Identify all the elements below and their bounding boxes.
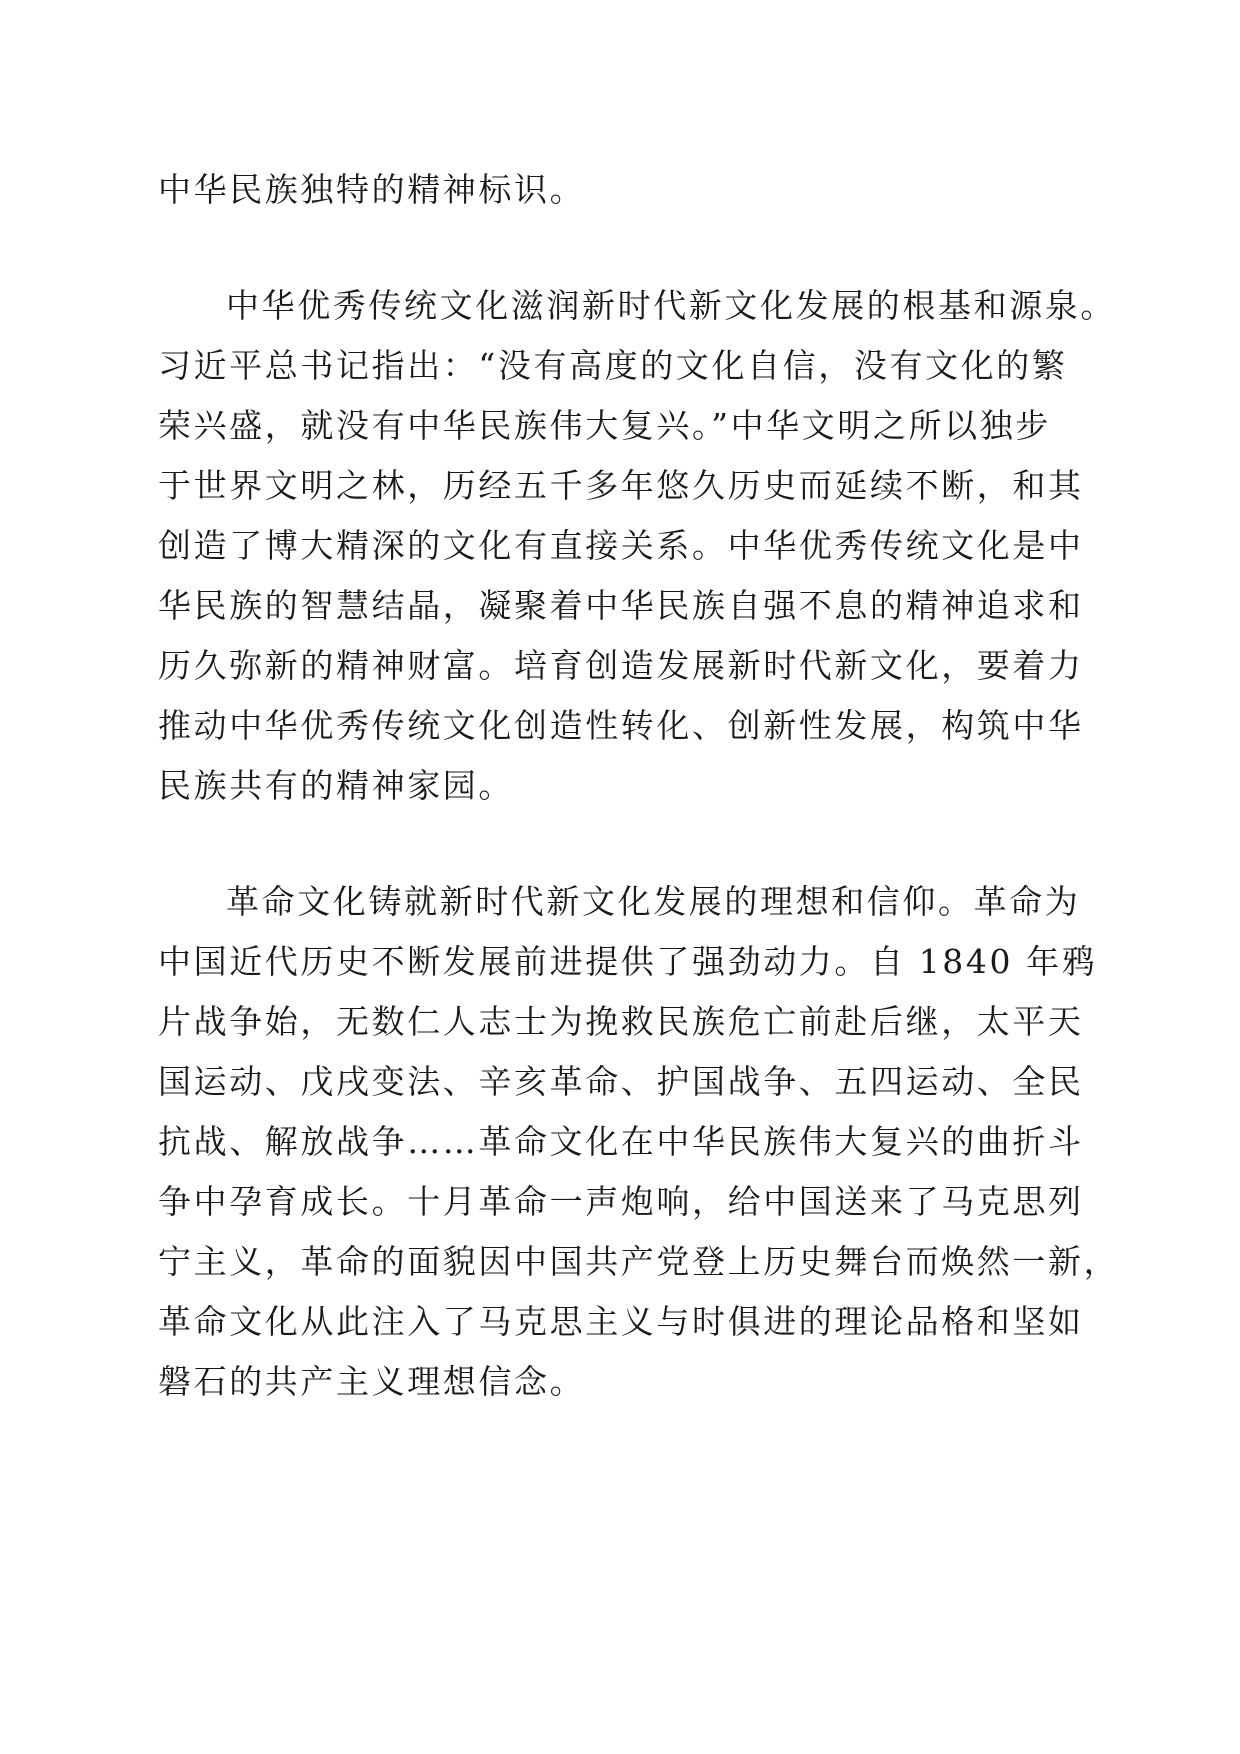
paragraph-2-line-5: 创造了博大精深的文化有直接关系。中华优秀传统文化是中 — [158, 526, 1084, 565]
paragraph-3-line-3: 片战争始，无数仁人志士为挽救民族危亡前赴后继，太平天 — [158, 1002, 1084, 1041]
paragraph-3-line-1: 革命文化铸就新时代新文化发展的理想和信仰。革命为 — [226, 882, 1081, 921]
paragraph-2-line-2: 习近平总书记指出：“没有高度的文化自信，没有文化的繁 — [158, 346, 1068, 385]
paragraph-1-line-1: 中华民族独特的精神标识。 — [158, 170, 586, 209]
paragraph-2-line-3: 荣兴盛，就没有中华民族伟大复兴。”中华文明之所以独步 — [158, 406, 1051, 445]
paragraph-2-line-4: 于世界文明之林，历经五千多年悠久历史而延续不断，和其 — [158, 466, 1084, 505]
paragraph-3-line-4: 国运动、戊戌变法、辛亥革命、护国战争、五四运动、全民 — [158, 1062, 1084, 1101]
paragraph-3-line-2: 中国近代历史不断发展前进提供了强劲动力。自 1840 年鸦 — [158, 942, 1098, 981]
paragraph-2-line-6: 华民族的智慧结晶，凝聚着中华民族自强不息的精神追求和 — [158, 586, 1084, 625]
paragraph-3-line-9: 磐石的共产主义理想信念。 — [158, 1362, 586, 1401]
paragraph-2-line-9: 民族共有的精神家园。 — [158, 766, 514, 805]
paragraph-2-line-7: 历久弥新的精神财富。培育创造发展新时代新文化，要着力 — [158, 646, 1084, 685]
paragraph-3-line-8: 革命文化从此注入了马克思主义与时俱进的理论品格和坚如 — [158, 1302, 1084, 1341]
paragraph-2-line-1: 中华优秀传统文化滋润新时代新文化发展的根基和源泉。 — [226, 286, 1116, 325]
paragraph-3-line-6: 争中孕育成长。十月革命一声炮响，给中国送来了马克思列 — [158, 1182, 1084, 1221]
paragraph-2-line-8: 推动中华优秀传统文化创造性转化、创新性发展，构筑中华 — [158, 706, 1084, 745]
paragraph-3-line-5: 抗战、解放战争……革命文化在中华民族伟大复兴的曲折斗 — [158, 1122, 1084, 1161]
paragraph-3-line-7: 宁主义，革命的面貌因中国共产党登上历史舞台而焕然一新， — [158, 1242, 1120, 1281]
